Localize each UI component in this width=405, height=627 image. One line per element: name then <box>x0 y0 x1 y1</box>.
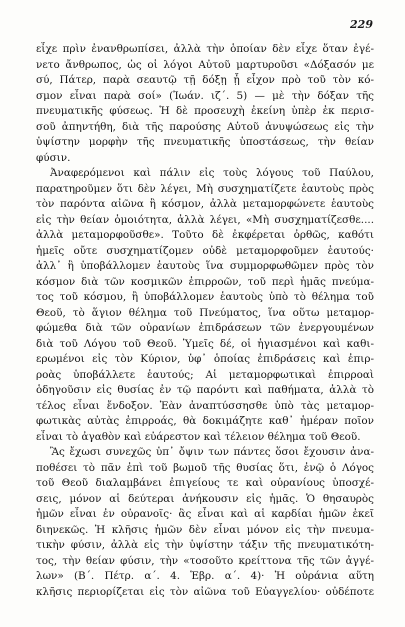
text-line: ποθέσει τὸ πᾶν ἐπὶ τοῦ βωμοῦ τῆς θυσίας ὅτι, ἐνῷ ὁ Λόγος <box>36 461 374 474</box>
body-text <box>36 42 374 600</box>
text-line: ἀλλ᾽ ἢ ὑποβάλλομεν ἑαυτοὺς ἵνα συμμορφωθῶμεν πρὸς τὸν <box>36 260 374 272</box>
text-line: σμον εἶναι παρὰ σοί» (Ἰωάν. ιζ΄. 5) — μὲ τὴν δόξαν τῆς <box>36 89 374 102</box>
text-line: κόσμον διὰ τῶν κοσμικῶν ἐπιρροῶν, τοῦ περὶ ἡμᾶς πνεύμα- <box>36 275 374 288</box>
text-line: φώμεθα διὰ τῶν οὐρανίων ἐπιδράσεων τῶν ἐνεργουμένων <box>36 322 374 334</box>
text-line: Θεοῦ, τὸ ἅγιον θέλημα τοῦ Πνεύματος, ἵνα οὕτω μεταμορ- <box>36 306 374 319</box>
text-line: τος τοῦ κόσμου, ἢ ὑποβάλλομεν ἑαυτοὺς ὑπὸ τὸ θέλημα τοῦ <box>36 291 374 303</box>
text-line: τοῦ Θεοῦ διαλαμβάνει ἐπιγείους τε καὶ οὐρανίους ὑποσχέ- <box>36 477 374 489</box>
text-line: σεις, μόνον αἱ δεύτεραι ἀνήκουσιν εἰς ἡμᾶς. Ὁ θησαυρὸς <box>36 492 374 505</box>
text-line: νετο ἄνθρωπος, ὡς οἱ λόγοι Αὐτοῦ μαρτυροῦσι «Δόξασόν με <box>36 58 374 71</box>
text-line: τὸν παρόντα αἰῶνα ἢ κόσμον, ἀλλὰ μεταμορφώνετε ἑαυτοὺς <box>36 198 374 210</box>
text-line: σύ, Πάτερ, παρὰ σεαυτῷ τῇ δόξῃ ᾗ εἶχον πρὸ τοῦ τὸν κό- <box>36 74 374 86</box>
text-line: ἀλλὰ μεταμορφοῦσθε». Τοῦτο δὲ ἐκφέρεται ὀρθῶς, καθότι <box>36 229 374 241</box>
text-line: τικὴν φύσιν, ἀλλὰ εἰς τὴν ὑψίστην τάξιν τῆς πνευματικότη- <box>36 539 374 551</box>
text-line: παρατηροῦμεν ὅτι δὲν λέγει, Μὴ συσχηματίζετε ἑαυτοὺς πρὸς <box>36 182 374 195</box>
text-line: Ἀναφερόμενοι καὶ πάλιν εἰς τοὺς λόγους τοῦ Παύλου, <box>50 167 374 179</box>
text-line: διὰ τοῦ Λόγου τοῦ Θεοῦ. Ὑμεῖς δέ, οἱ ἡγιασμένοι καὶ καθι- <box>36 337 374 350</box>
text-line: ερωμένοι εἰς τὸν Κύριον, ὑφ᾽ ὁποίας ἐπιδράσεις καὶ ἐπιρ- <box>36 353 374 365</box>
text-line: λων» (Β΄. Πέτρ. α΄. 4. Ἑβρ. α΄. 4)· Ἡ οὐράνια αὕτη <box>36 570 374 582</box>
text-line: εἶχε πρὶν ἐνανθρωπίσει, ἀλλὰ τὴν ὁποίαν δὲν εἶχε ὅταν ἐγέ- <box>36 43 374 55</box>
text-line: φωτικὰς αὐτὰς ἐπιρροάς, θὰ δοκιμάζητε καθ᾽ ἡμέραν ποῖον <box>36 415 374 427</box>
page-number: 229 <box>350 18 373 31</box>
text-line: εἰς τὴν θείαν ὁμοιότητα, ἀλλὰ λέγει, «Μὴ συσχηματίζεσθε.... <box>36 213 374 226</box>
text-line: τος, τὴν θείαν φύσιν, τὴν «τοσοῦτο κρείττονα τῆς τῶν ἀγγέ- <box>36 554 374 567</box>
text-line: Ἂς ἔχωσι συνεχῶς ὑπ᾽ ὄψιν των πάντες ὅσοι ἔχουσιν ἀνα- <box>50 446 374 458</box>
text-line: κλῆσις περιορίζεται εἰς τὸν αἰῶνα τοῦ Εὐαγγελίου· οὐδέποτε <box>36 585 374 598</box>
text-line: ὁδηγοῦσιν εἰς θυσίας ἐν τῷ παρόντι καὶ παθήματα, ἀλλὰ τὸ <box>36 384 374 396</box>
text-line: πνευματικῆς φύσεως. Ἡ δὲ προσευχὴ ἐκείνη ὑπὲρ ἐκ περισ- <box>36 105 374 117</box>
text-line: ὑψίστην μορφὴν τῆς πνευματικῆς ὑποστάσεως, τὴν θείαν <box>36 136 374 148</box>
text-line: φύσιν. <box>36 151 71 164</box>
text-line: διηνεκῶς. Ἡ κλῆσις ἡμῶν δὲν εἶναι μόνον εἰς τὴν πνευμα- <box>36 523 374 536</box>
text-line: τέλος εἶναι ἔνδοξον. Ἐὰν ἀναπτύσσησθε ὑπὸ τὰς μεταμορ- <box>36 399 374 412</box>
text-line: ἡμῶν εἶναι ἐν οὐρανοῖς· ἂς εἶναι καὶ αἱ καρδίαι ἡμῶν ἐκεῖ <box>36 508 374 520</box>
text-line: σοῦ ἀπηντήθη, διὰ τῆς παρούσης Αὐτοῦ ἀνυψώσεως εἰς τὴν <box>36 120 374 133</box>
text-line: ἡμεῖς οὔτε συσχηματίζομεν οὐδὲ μεταμορφοῦμεν ἑαυτούς· <box>36 244 374 257</box>
text-line: ροὰς ὑποβάλλετε ἑαυτούς; Αἱ μεταμορφωτικαὶ ἐπιρροαὶ <box>36 368 374 381</box>
text-line: εἶναι τὸ ἀγαθὸν καὶ εὐάρεστον καὶ τέλειον θέλημα τοῦ Θεοῦ. <box>36 430 361 443</box>
